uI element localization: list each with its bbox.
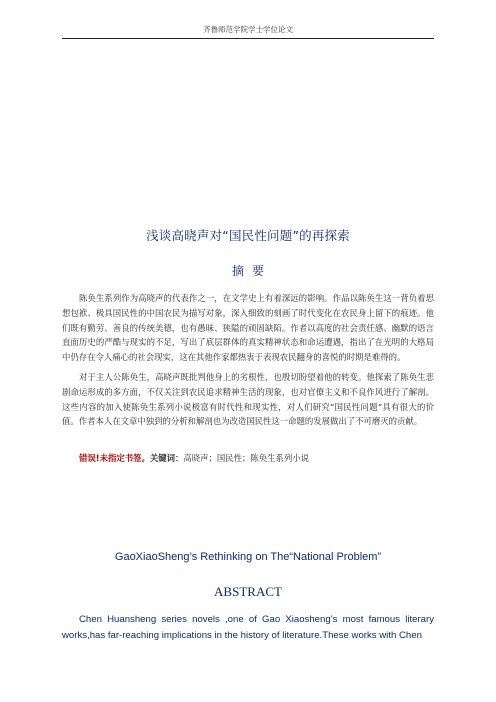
english-title: GaoXiaoSheng’s Rethinking on The“National Problem” (114, 551, 382, 563)
keywords-label: 关键词： (149, 453, 184, 463)
keywords-value: 高晓声；国民性；陈奂生系列小说 (183, 453, 309, 463)
english-abstract-heading: ABSTRACT (214, 584, 282, 599)
abstract-paragraph-1: 陈奂生系列作为高晓声的代表作之一，在文学史上有着深远的影响。作品以陈奂生这一背负着思想包袱、极具国民性的中国农民为描写对象，深入细致的刻画了时代变化在农民身上留下的痕迹。他们既有勤劳、善良的传统美德，也有愚昧、狭隘的顽固缺陷。作者以高度的社会责任感、幽默的语言直面历史的严酷与现实的不足，写出了底层群体的真实精神状态和命运遭遇，指出了在光明的大格局中仍存在令人痛心的社会现实，这在其他作家都热衷于表现农民翻身的喜悦的时期是难得的。 (62, 293, 434, 363)
chinese-title: 浅谈高晓声对“国民性问题”的再探索 (146, 228, 350, 243)
bookmark-error-text: 错误!未指定书签。 (79, 453, 150, 463)
page-header: 齐鲁师范学院学士学位论文 (203, 25, 293, 34)
english-abstract-paragraph: Chen Huansheng series novels ,one of Gao Xiaosheng’s most famous literary works,has far-reaching implications in the history of literature.These works with Chen (62, 614, 434, 641)
keywords-line (62, 451, 434, 465)
header-divider (62, 38, 434, 39)
abstract-paragraph-2: 对于主人公陈奂生，高晓声既批判他身上的劣根性，也殷切盼望着他的转变。他探索了陈奂生悲剧命运形成的多方面，不仅关注到农民追求精神生活的现象，也对官僚主义和不良作风进行了解剖。这些内容的加入使陈奂生系列小说极富有时代性和现实性，对人们研究“国民性问题”具有很大的价值。作者本人在文章中独到的分析和解剖也为改造国民性这一命题的发展做出了不可磨灭的贡献。 (62, 372, 434, 427)
chinese-abstract-heading: 摘要 (231, 264, 272, 278)
